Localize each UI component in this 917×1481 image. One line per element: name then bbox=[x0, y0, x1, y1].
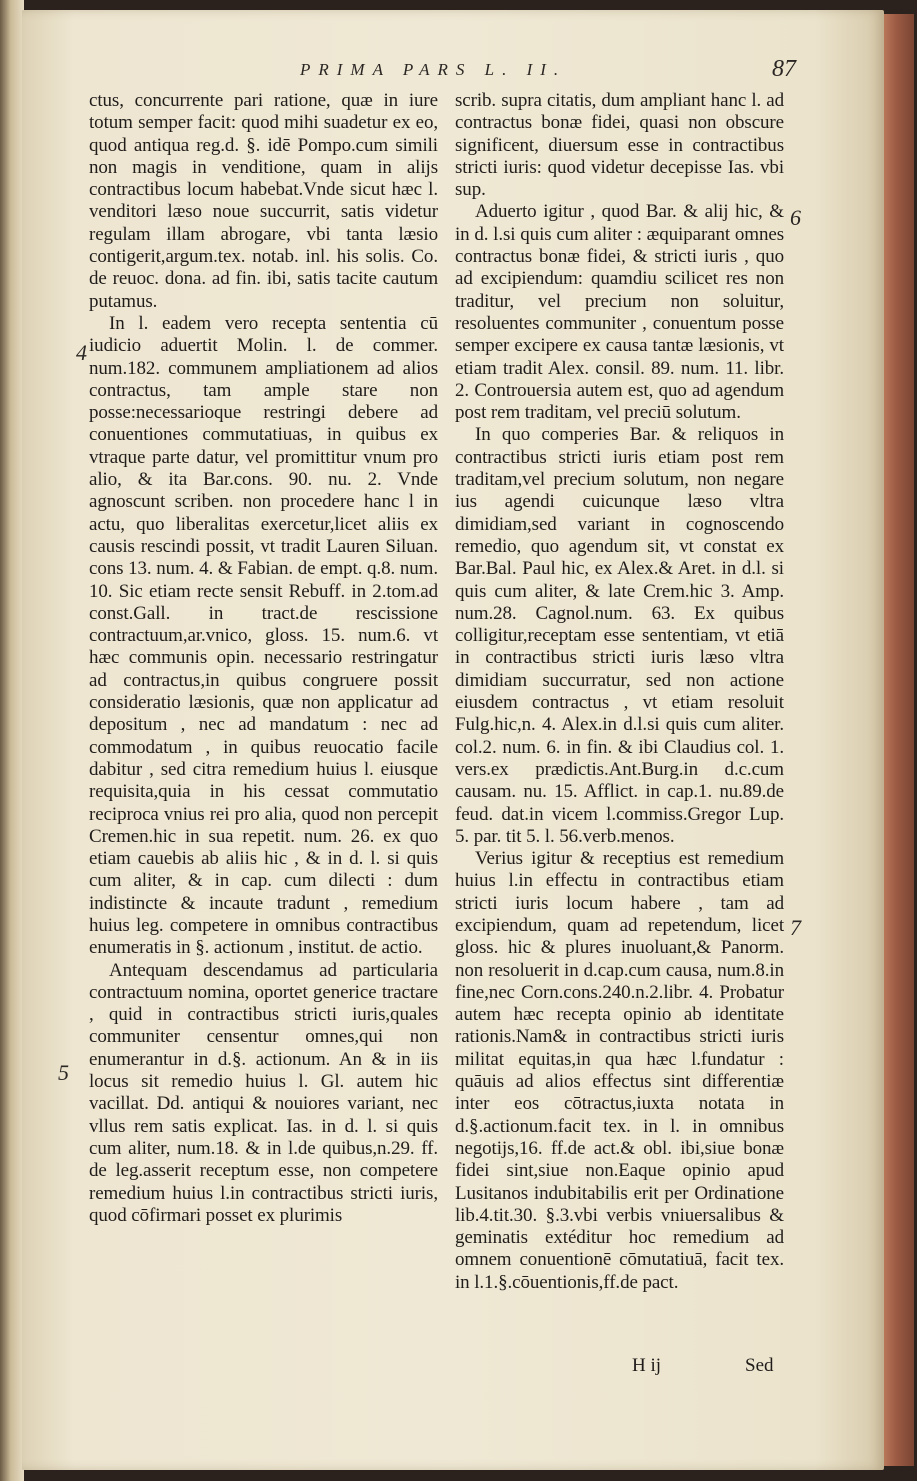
right-column bbox=[455, 90, 784, 1294]
signature-mark: H ij bbox=[632, 1355, 662, 1376]
folio-number: 87 bbox=[772, 56, 796, 82]
left-paragraph-2: In l. eadem vero recepta sententia cū iudicio aduertit Molin. l. de commer. num.182. communem ampliationem ad alios contractus, tam ample stare non posse:necessarioque restringi debere ad conuentiones commutatiuas, in quibus ex vtraque parte datur, vel promittitur vnum pro alio, & ita Bar.cons. 90. nu. 2. Vnde agnoscunt scriben. non procedere hanc l in actu, quo liberalitas exercetur,licet aliis ex causis rescindi possit, vt tradit Lauren Siluan. cons 13. num. 4. & Fabian. de empt. q.8. num. 10. Sic etiam recte sensit Rebuff. in 2.tom.ad const.Gall. in tract.de rescissione contractuum,ar.vnico, gloss. 15. num.6. vt hæc communis opin. necessario restringatur ad contractus,in quibus congruere possit consideratio læsionis, quæ non applicatur ad depositum , nec ad mandatum : nec ad commodatum , in quibus reuocatio facile dabitur , sed citra remedium huius l. eiusque requisita,quia in his cessat commutatio reciproca vnius rei pro alia, quod non percepit Cremen.hic in sua repetit. num. 26. ex quo etiam cauebis ab aliis hic , & in d. l. si quis cum aliter, & in cap. cum dilecti : dum indistincte & incaute tradunt , remedium huius leg. competere in omnibus contractibus enumeratis in §. actionum , institut. de actio. bbox=[89, 312, 438, 959]
running-title: PRIMA PARS L. II. bbox=[300, 60, 567, 79]
right-paragraph-4: Verius igitur & receptius est remedium huius l.in effectu in contractibus etiam stricti iuris locum habere , tam ad excipiendum, quam ad repetendum, licet gloss. hic & plures inuoluant,& Panorm. non resoluerit in d.cap.cum causa, num.8.in fine,nec Corn.cons.240.n.2.libr. 4. Probatur autem hæc recepta opinio ab identitate rationis.Nam& in contractibus stricti iuris militat equitas,in qua hæc l.fundatur : quāuis ad alios effectus sint differentiæ inter eos cōtractus,iuxta notata in d.§.actionum.facit tex. in l. in omnibus negotijs,16. ff.de act.& obl. ibi,siue bonæ fidei sint,siue non.Eaque opinio apud Lusitanos indubitabilis erit per Ordinatione lib.4.tit.30. §.3.vbi verbis vniuersalibus & geminatis extéditur hoc remedium ad omnem conuentionē cōmutatiuā, facit tex. in l.1.§.cōuentionis,ff.de pact. bbox=[455, 848, 784, 1293]
page-edge-red bbox=[884, 14, 914, 1466]
margin-number-5: 5 bbox=[58, 1060, 69, 1085]
margin-number-6: 6 bbox=[790, 205, 801, 230]
catchword: Sed bbox=[745, 1355, 774, 1376]
right-paragraph-3: In quo comperies Bar. & reliquos in contractibus stricti iuris etiam post rem traditam,vel precium solutum, non negare ius agendi cuicunque læso vltra dimidiam,sed variant in cognoscendo remedio, quo agendum sit, vt constat ex Bar.Bal. Paul hic, ex Alex.& Aret. in d.l. si quis cum aliter, & late Crem.hic 3. Amp. num.28. Cagnol.num. 63. Ex quibus colligitur,receptam esse sententiam, vt etiā in contractibus stricti iuris læso vltra dimidiam succurratur, sed non actione eiusdem contractus , vt etiam resoluit Fulg.hic,n. 4. Alex.in d.l.si quis cum aliter. col.2. num. 6. in fin. & ibi Claudius col. 1. vers.ex prædictis.Ant.Burg.in d.c.cum causam. nu. 15. Afflict. in cap.1. nu.89.de feud. dat.in vicem l.commiss.Gregor Lup. 5. par. tit 5. l. 56.verb.menos. bbox=[455, 424, 784, 847]
left-column bbox=[89, 90, 438, 1227]
left-paragraph-3: Antequam descendamus ad particularia contractuum nomina, oportet generice tractare , quid in contractibus stricti iuris,quales communiter censentur omnes,qui non enumerantur in d.§. actionum. An & in iis locus sit remedio huius l. Gl. autem hic vacillat. Dd. antiqui & nouiores variant, nec vllus rem satis explicat. Ias. in d. l. si quis cum aliter, num.18. & in l.de quibus,n.29. ff. de leg.asserit receptum esse, non competere remedium huius l.in contractibus stricti iuris, quod cōfirmari posset ex plurimis bbox=[89, 959, 438, 1226]
left-paragraph-1: ctus, concurrente pari ratione, quæ in iure totum semper facit: quod mihi suadetur ex eo, quod antiqua reg.d. §. idē Pompo.cum simili non magis in venditione, quam in alijs contractibus locum habebat.Vnde sicut hæc l. venditori læso noue succurrit, satis videtur regulam illam abrogare, vbi tanta læsio contigerit,argum.tex. notab. inl. his solis. Co. de reuoc. dona. ad fin. ibi, satis tacite cautum putamus. bbox=[89, 90, 438, 312]
right-paragraph-1: scrib. supra citatis, dum ampliant hanc l. ad contractus bonæ fidei, quasi non obscure significent, diuersum esse in contractibus stricti iuris: quod videtur decepisse Ias. vbi sup. bbox=[455, 90, 784, 201]
margin-number-7: 7 bbox=[790, 915, 801, 940]
right-paragraph-2: Aduerto igitur , quod Bar. & alij hic, & in d. l.si quis cum aliter : æquiparant omnes contractus bonæ fidei, & stricti iuris , quo ad excipiendum: quamdiu scilicet res non traditur, vel precium non soluitur, resoluentes communiter , conuentum posse semper excipere ex causa tantæ læsionis, vt etiam tradit Alex. consil. 89. num. 11. libr. 2. Controuersia autem est, quo ad agendum post rem traditam, vel preciū solutum. bbox=[455, 201, 784, 424]
margin-number-4: 4 bbox=[76, 340, 87, 365]
book-spine bbox=[0, 0, 24, 1481]
